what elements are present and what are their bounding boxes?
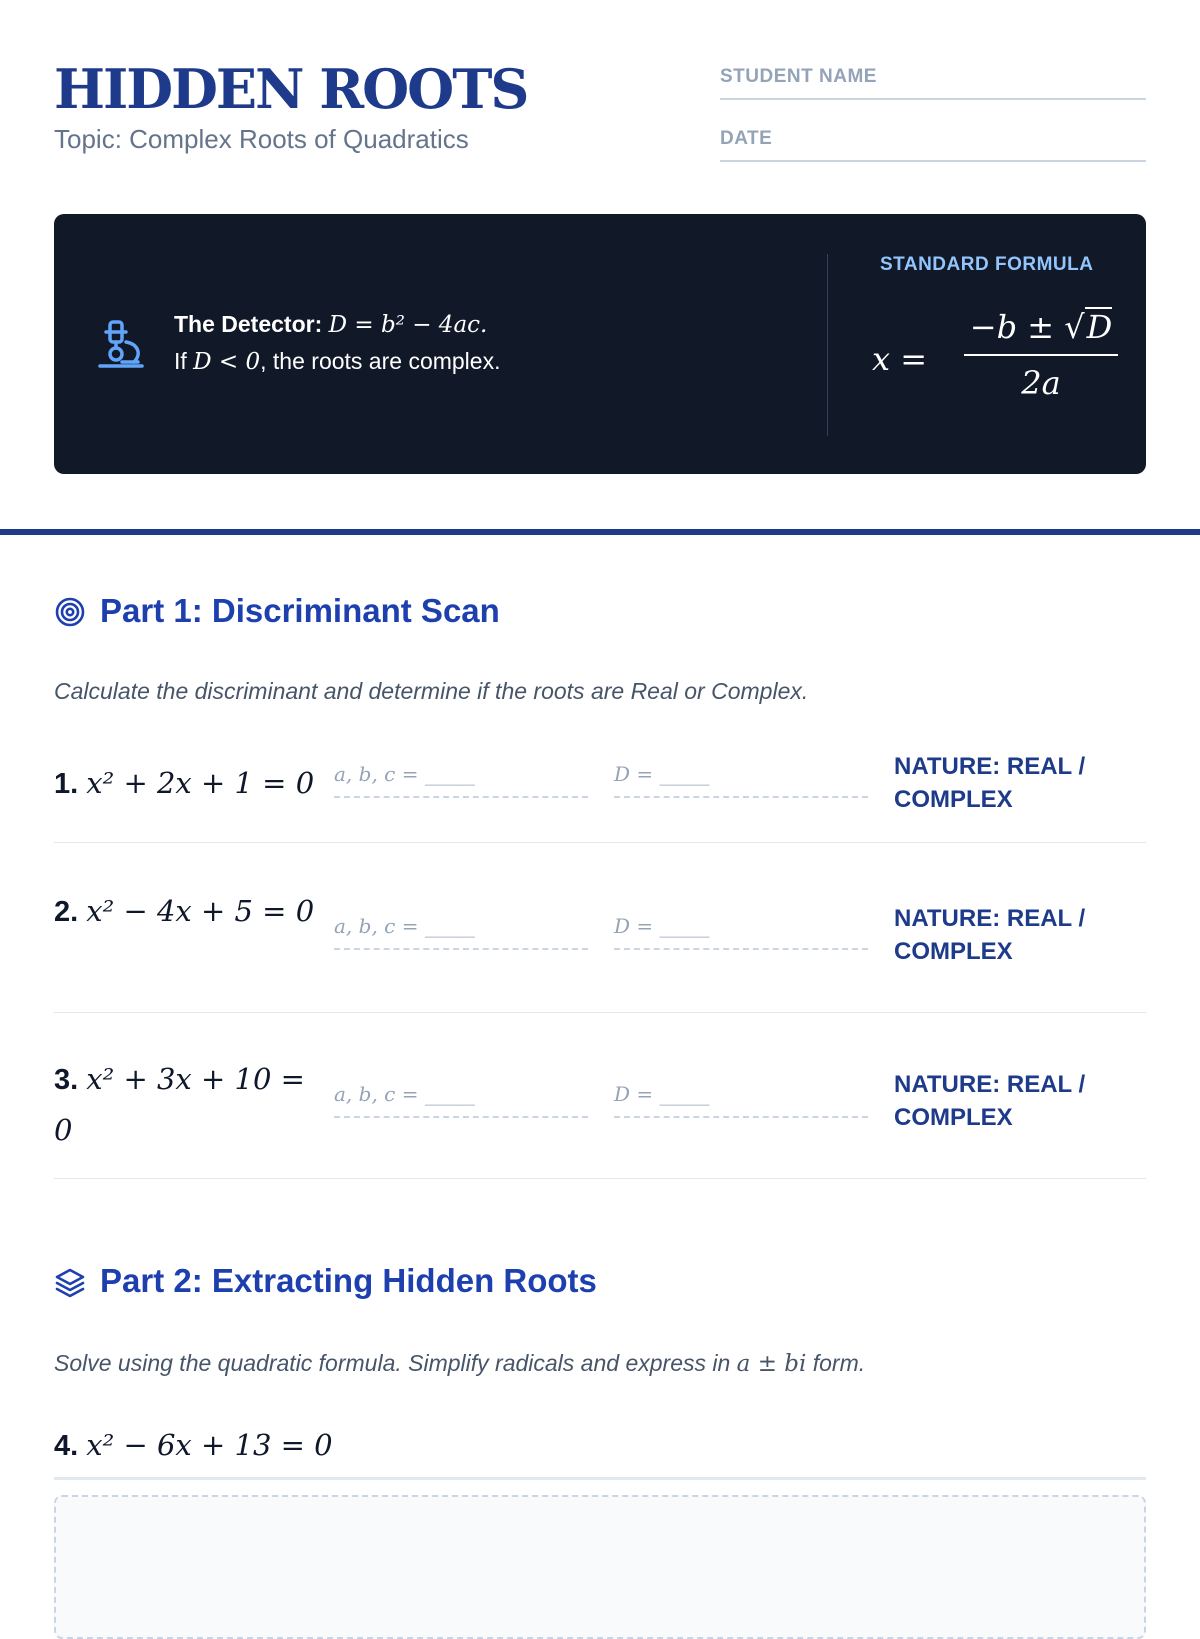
problem-1-equation (54, 758, 324, 809)
date-field[interactable] (720, 116, 1146, 162)
part2-instruction-math: a ± bi (736, 1351, 807, 1377)
part1-instruction: Calculate the discriminant and determine if the roots are Real or Complex. (54, 678, 809, 704)
problem-4-work-area[interactable] (54, 1495, 1146, 1639)
part2-instruction-prefix: Solve using the quadratic formula. Simplify radicals and express in (54, 1350, 731, 1376)
detector-label: The Detector: (174, 311, 323, 337)
worksheet-title: HIDDEN ROOTS (54, 57, 528, 121)
detector-line-2 (174, 343, 500, 380)
student-name-field[interactable] (720, 54, 1146, 100)
numerator-prefix: −b ± (969, 308, 1055, 346)
sqrt-symbol-icon: √ (1064, 308, 1085, 346)
problem-4-expression: x² − 6x + 13 = 0 (86, 1428, 333, 1462)
problem-2-d-input[interactable]: D = _____ (614, 914, 868, 950)
part1-title: Part 1: Discriminant Scan (100, 592, 500, 629)
formula-lhs: x = (872, 340, 928, 378)
formula-radicand: D (1086, 308, 1113, 346)
layers-icon (54, 1266, 86, 1298)
worksheet-topic: Topic: Complex Roots of Quadratics (54, 124, 469, 154)
panel-divider (827, 254, 828, 436)
formula-denominator: 2a (1021, 364, 1061, 402)
problem-row-2 (54, 886, 1146, 1013)
problem-2-nature[interactable]: NATURE: REAL / COMPLEX (894, 905, 1086, 965)
problem-3-nature[interactable]: NATURE: REAL / COMPLEX (894, 1071, 1086, 1131)
part2-instruction-suffix: form. (812, 1350, 866, 1376)
quadratic-formula (872, 304, 1122, 414)
problem-2-abc-input[interactable]: a, b, c = _____ (334, 914, 588, 950)
part2-instruction (54, 1350, 865, 1377)
problem-3-equation (54, 1054, 324, 1156)
problem-3-expression: x² + 3x + 10 = 0 (54, 1062, 305, 1147)
student-name-label: STUDENT NAME (720, 66, 877, 87)
problem-row-3 (54, 1054, 1146, 1179)
microscope-icon (96, 318, 146, 370)
problem-1-number: 1. (54, 768, 79, 800)
worksheet-header (54, 54, 1146, 164)
problem-row-1 (54, 736, 1146, 843)
problem-3-d-input[interactable]: D = _____ (614, 1082, 868, 1118)
problem-1-nature[interactable]: NATURE: REAL / COMPLEX (894, 753, 1086, 813)
problem-1-abc-input[interactable]: a, b, c = _____ (334, 762, 588, 798)
formula-fraction (964, 304, 1118, 404)
detector-condition-prefix: If (174, 348, 187, 374)
problem-1-expression: x² + 2x + 1 = 0 (86, 766, 315, 800)
problem-2-expression: x² − 4x + 5 = 0 (86, 894, 315, 928)
detector-condition-suffix: , the roots are complex. (260, 348, 501, 374)
date-label: DATE (720, 128, 773, 149)
problem-3-number: 3. (54, 1064, 79, 1096)
part2-title: Part 2: Extracting Hidden Roots (100, 1262, 597, 1299)
problem-4-equation (54, 1420, 1146, 1480)
fraction-bar (964, 354, 1118, 356)
problem-2-equation (54, 886, 324, 937)
detector-condition: D < 0 (193, 349, 261, 375)
problem-4-number: 4. (54, 1430, 79, 1462)
formula-numerator (964, 304, 1118, 350)
detector-text (174, 306, 500, 380)
problem-3-abc-input[interactable]: a, b, c = _____ (334, 1082, 588, 1118)
detector-panel (54, 214, 1146, 474)
problem-2-number: 2. (54, 896, 79, 928)
standard-formula-label: STANDARD FORMULA (880, 254, 1094, 275)
detector-line-1 (174, 306, 500, 343)
target-icon (54, 596, 86, 628)
detector-formula: D = b² − 4ac. (328, 312, 488, 338)
problem-1-d-input[interactable]: D = _____ (614, 762, 868, 798)
section-divider-rule (0, 529, 1200, 535)
